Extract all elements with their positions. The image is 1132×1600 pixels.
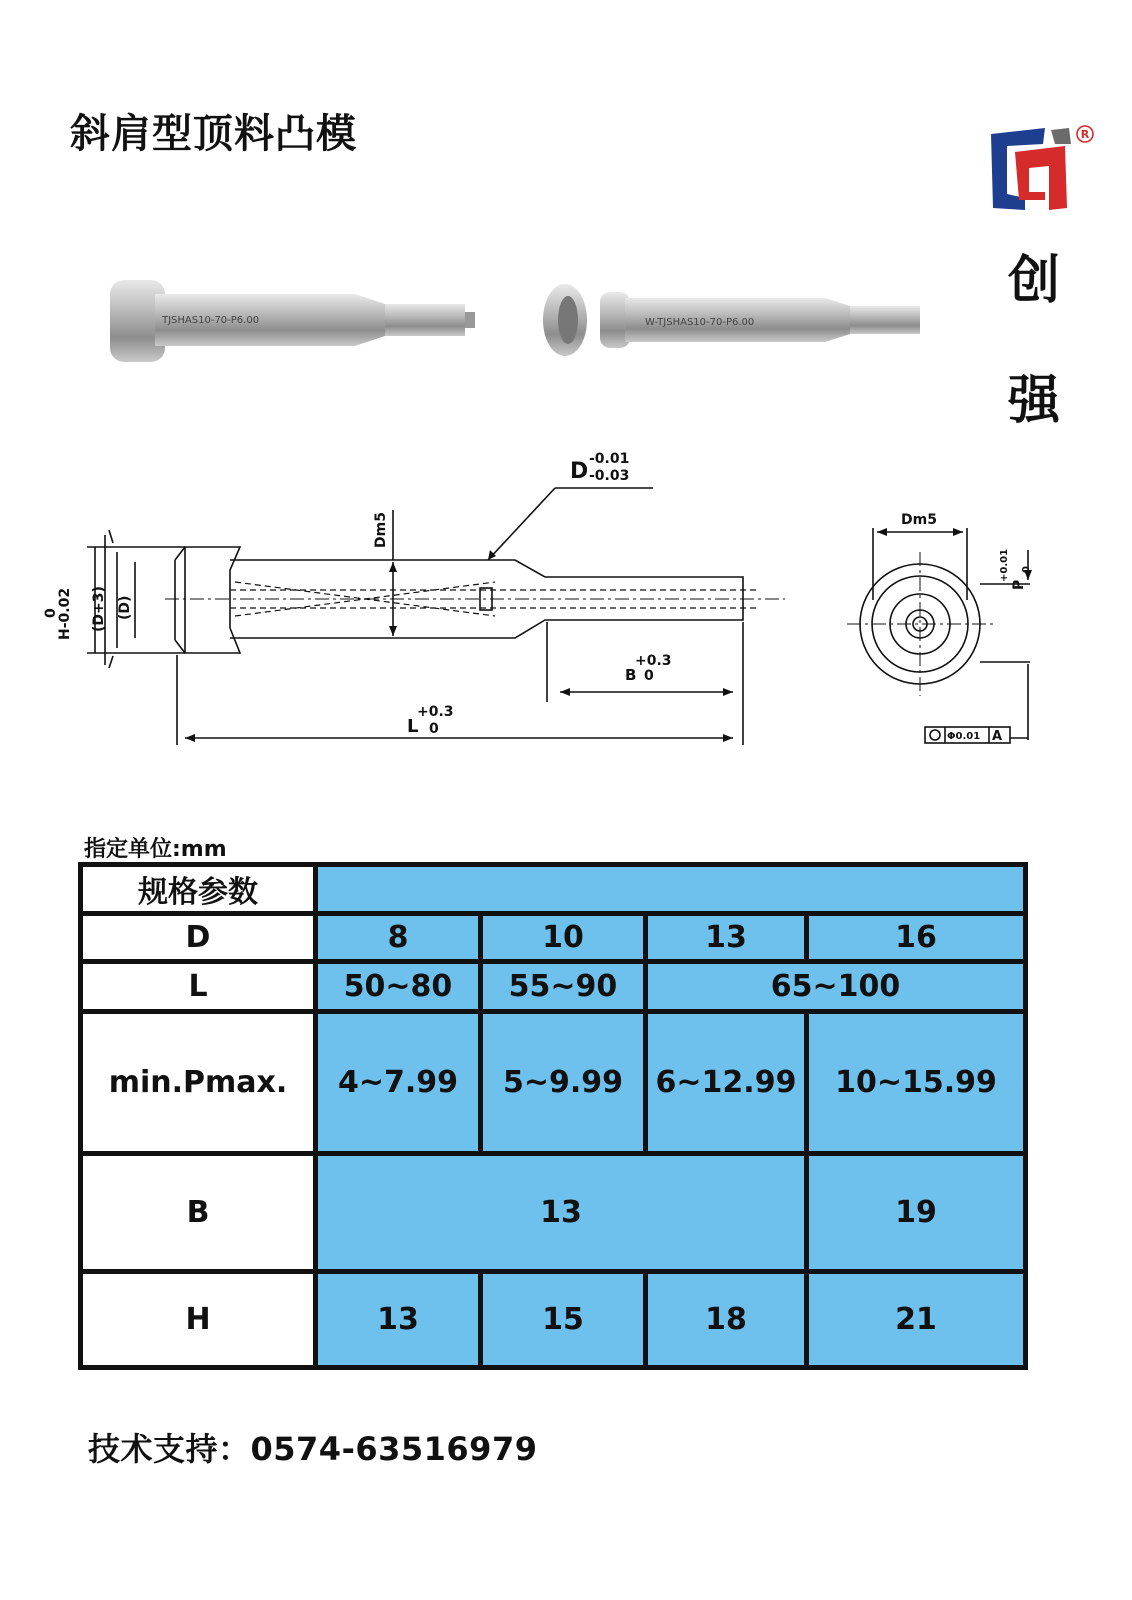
table-row: [81, 1012, 1026, 1154]
unit-label: 指定单位:mm: [84, 837, 227, 862]
brand-char-qiang: 强: [1008, 371, 1061, 431]
table-cell: 16: [807, 914, 1026, 962]
table-cell: 6~12.99: [646, 1012, 807, 1154]
table-cell: 10: [481, 914, 646, 962]
dim-l-tol-lower: 0: [429, 721, 439, 737]
dim-h-tol: 0: [43, 608, 59, 618]
concentricity-value: Φ0.01: [947, 731, 981, 742]
table-cell: 13: [316, 1272, 481, 1368]
row-label-d: D: [81, 914, 316, 962]
row-label-h: H: [81, 1272, 316, 1368]
table-cell: 4~7.99: [316, 1012, 481, 1154]
table-cell: 19: [807, 1154, 1026, 1272]
dim-b-tol-lower: 0: [644, 668, 654, 684]
support-phone: 技术支持：0574-63516979: [88, 1430, 538, 1468]
row-label-p: min.Pmax.: [81, 1012, 316, 1154]
punch-image-2: [600, 292, 920, 348]
dim-d-paren-label: (D): [117, 595, 133, 620]
table-cell: 65~100: [646, 962, 1026, 1012]
table-cell: 13: [316, 1154, 807, 1272]
brand-char-chuang: 创: [1008, 251, 1061, 311]
page-title: 斜肩型顶料凸模: [70, 111, 357, 157]
dim-l-label: L: [407, 716, 419, 737]
svg-text:R: R: [1080, 128, 1090, 141]
cq-logo-icon: [985, 122, 1095, 217]
table-header-fill: [316, 865, 1026, 914]
technical-drawing: [25, 440, 1125, 760]
dim-d-label: D: [570, 459, 589, 484]
table-row: [81, 962, 1026, 1012]
dim-p-tol-lower: 0: [1021, 566, 1032, 573]
spec-table: [78, 862, 1028, 1370]
product-photo: [100, 260, 940, 380]
punch-image: [110, 280, 475, 362]
dim-dm5-side-label: Dm5: [901, 512, 937, 528]
table-cell: 21: [807, 1272, 1026, 1368]
dim-p-tol-upper: +0.01: [999, 548, 1010, 582]
table-header: 规格参数: [81, 865, 316, 914]
table-cell: 5~9.99: [481, 1012, 646, 1154]
dim-b-label: B: [625, 666, 637, 684]
table-cell: 55~90: [481, 962, 646, 1012]
table-row: [81, 865, 1026, 914]
row-label-b: B: [81, 1154, 316, 1272]
datum-label: A: [992, 729, 1003, 744]
punch-marking-2: W-TJSHAS10-70-P6.00: [645, 317, 755, 328]
dim-d3-label: (D+3): [91, 586, 107, 632]
table-cell: 15: [481, 1272, 646, 1368]
table-row: [81, 1272, 1026, 1368]
table-row: [81, 914, 1026, 962]
table-cell: 18: [646, 1272, 807, 1368]
retainer-ring-image: [543, 284, 587, 356]
table-row: [81, 1154, 1026, 1272]
dim-l-tol-upper: +0.3: [417, 704, 454, 720]
table-cell: 13: [646, 914, 807, 962]
punch-marking: TJSHAS10-70-P6.00: [162, 315, 260, 326]
dim-b-tol-upper: +0.3: [635, 653, 672, 669]
dim-p-label: P: [1011, 579, 1027, 590]
table-cell: 8: [316, 914, 481, 962]
table-cell: 10~15.99: [807, 1012, 1026, 1154]
dim-d-tol-lower: -0.03: [589, 468, 630, 484]
table-cell: 50~80: [316, 962, 481, 1012]
row-label-l: L: [81, 962, 316, 1012]
dim-dm5-label: Dm5: [373, 512, 389, 548]
punch-head-outline: [185, 547, 240, 653]
dim-d-tol-upper: -0.01: [589, 451, 630, 467]
dim-h-label: H-0.02: [57, 587, 73, 640]
